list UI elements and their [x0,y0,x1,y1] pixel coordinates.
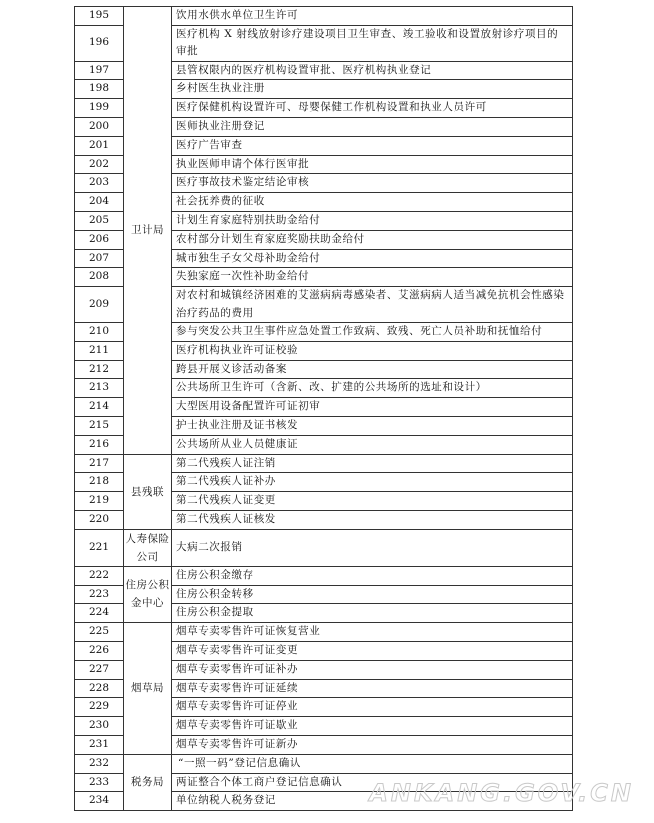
item-name: 参与突发公共卫生事件应急处置工作致病、致残、死亡人员补助和抚恤给付 [172,322,573,341]
row-number: 222 [75,566,124,585]
table-row [75,529,573,566]
item-name: 护士执业注册及证书核发 [172,416,573,435]
item-name: 第二代残疾人证注销 [172,454,573,473]
item-name: 住房公积金提取 [172,604,573,623]
site-watermark: ANKANG.GOV.CN [369,779,634,807]
table-row [75,7,573,26]
item-name: 大型医用设备配置许可证初审 [172,398,573,417]
row-number: 195 [75,7,124,26]
item-name: 执业医师申请个体行医审批 [172,155,573,174]
dept-label-line: 住房公积 [125,579,170,592]
item-name: 跨县开展义诊活动备案 [172,360,573,379]
row-number: 204 [75,193,124,212]
item-name: 医师执业注册登记 [172,118,573,137]
row-number: 201 [75,136,124,155]
item-name: 烟草专卖零售许可证新办 [172,735,573,754]
row-number: 227 [75,660,124,679]
item-name: 乡村医生执业注册 [172,80,573,99]
item-name: 烟草专卖零售许可证停业 [172,698,573,717]
item-name: 单位纳税人税务登记 [172,792,573,811]
row-number: 198 [75,80,124,99]
row-number: 233 [75,773,124,792]
item-name: 烟草专卖零售许可证变更 [172,641,573,660]
item-name: 城市独生子女父母补助金给付 [172,249,573,268]
item-name: 医疗广告审查 [172,136,573,155]
row-number: 206 [75,230,124,249]
item-name: 烟草专卖零售许可证延续 [172,679,573,698]
item-name: 第二代残疾人证变更 [172,492,573,511]
row-number: 196 [75,25,124,61]
row-number: 221 [75,529,124,566]
dept-tobacco: 烟草局 [124,623,172,755]
row-number: 207 [75,249,124,268]
row-number: 219 [75,492,124,511]
row-number: 213 [75,379,124,398]
item-name: 第二代残疾人证补办 [172,473,573,492]
item-name: 两证整合个体工商户登记信息确认 [172,773,573,792]
row-number: 223 [75,585,124,604]
item-name: 县管权限内的医疗机构设置审批、医疗机构执业登记 [172,61,573,80]
row-number: 232 [75,754,124,773]
row-number: 229 [75,698,124,717]
item-name: 烟草专卖零售许可证歇业 [172,717,573,736]
item-name: 饮用水供水单位卫生许可 [172,7,573,26]
item-name: 烟草专卖零售许可证补办 [172,660,573,679]
item-name: “一照一码”登记信息确认 [172,754,573,773]
row-number: 202 [75,155,124,174]
dept-label-line: 人寿保险 [125,532,170,545]
table-row [75,754,573,773]
row-number: 230 [75,717,124,736]
item-name: 住房公积金缴存 [172,566,573,585]
item-name: 公共场所从业人员健康证 [172,435,573,454]
row-number: 212 [75,360,124,379]
row-number: 220 [75,510,124,529]
row-number: 197 [75,61,124,80]
item-name: 医疗事故技术鉴定结论审核 [172,174,573,193]
dept-tax: 税务局 [124,754,172,810]
row-number: 210 [75,322,124,341]
row-number: 199 [75,99,124,118]
row-number: 217 [75,454,124,473]
row-number: 203 [75,174,124,193]
row-number: 216 [75,435,124,454]
table-row [75,454,573,473]
item-name: 农村部分计划生育家庭奖励扶助金给付 [172,230,573,249]
item-name: 医疗保健机构设置许可、母婴保健工作机构设置和执业人员许可 [172,99,573,118]
item-name: 医疗机构执业许可证校验 [172,341,573,360]
row-number: 224 [75,604,124,623]
row-number: 225 [75,623,124,642]
item-name: 计划生育家庭特别扶助金给付 [172,211,573,230]
dept-health: 卫计局 [124,7,172,455]
item-name: 大病二次报销 [172,529,573,566]
row-number: 234 [75,792,124,811]
table-row [75,566,573,585]
row-number: 228 [75,679,124,698]
dept-label-line: 公司 [136,550,159,563]
dept-housing-fund [124,566,172,622]
item-name: 公共场所卫生许可（含新、改、扩建的公共场所的选址和设计） [172,379,573,398]
item-name: 社会抚养费的征收 [172,193,573,212]
item-name: 失独家庭一次性补助金给付 [172,268,573,287]
row-number: 214 [75,398,124,417]
row-number: 208 [75,268,124,287]
dept-insurance [124,529,172,566]
table-row [75,623,573,642]
dept-disabled-federation: 县残联 [124,454,172,529]
row-number: 200 [75,118,124,137]
item-name: 烟草专卖零售许可证恢复营业 [172,623,573,642]
row-number: 231 [75,735,124,754]
row-number: 205 [75,211,124,230]
row-number: 209 [75,287,124,323]
row-number: 226 [75,641,124,660]
dept-label-line: 金中心 [131,597,164,610]
item-name: 第二代残疾人证核发 [172,510,573,529]
row-number: 215 [75,416,124,435]
row-number: 218 [75,473,124,492]
item-name: 住房公积金转移 [172,585,573,604]
service-items-table [74,6,573,811]
item-name: 对农村和城镇经济困难的艾滋病病毒感染者、艾滋病病人适当减免抗机会性感染治疗药品的费用 [172,287,573,323]
row-number: 211 [75,341,124,360]
item-name: 医疗机构 X 射线放射诊疗建设项目卫生审查、竣工验收和设置放射诊疗项目的审批 [172,25,573,61]
